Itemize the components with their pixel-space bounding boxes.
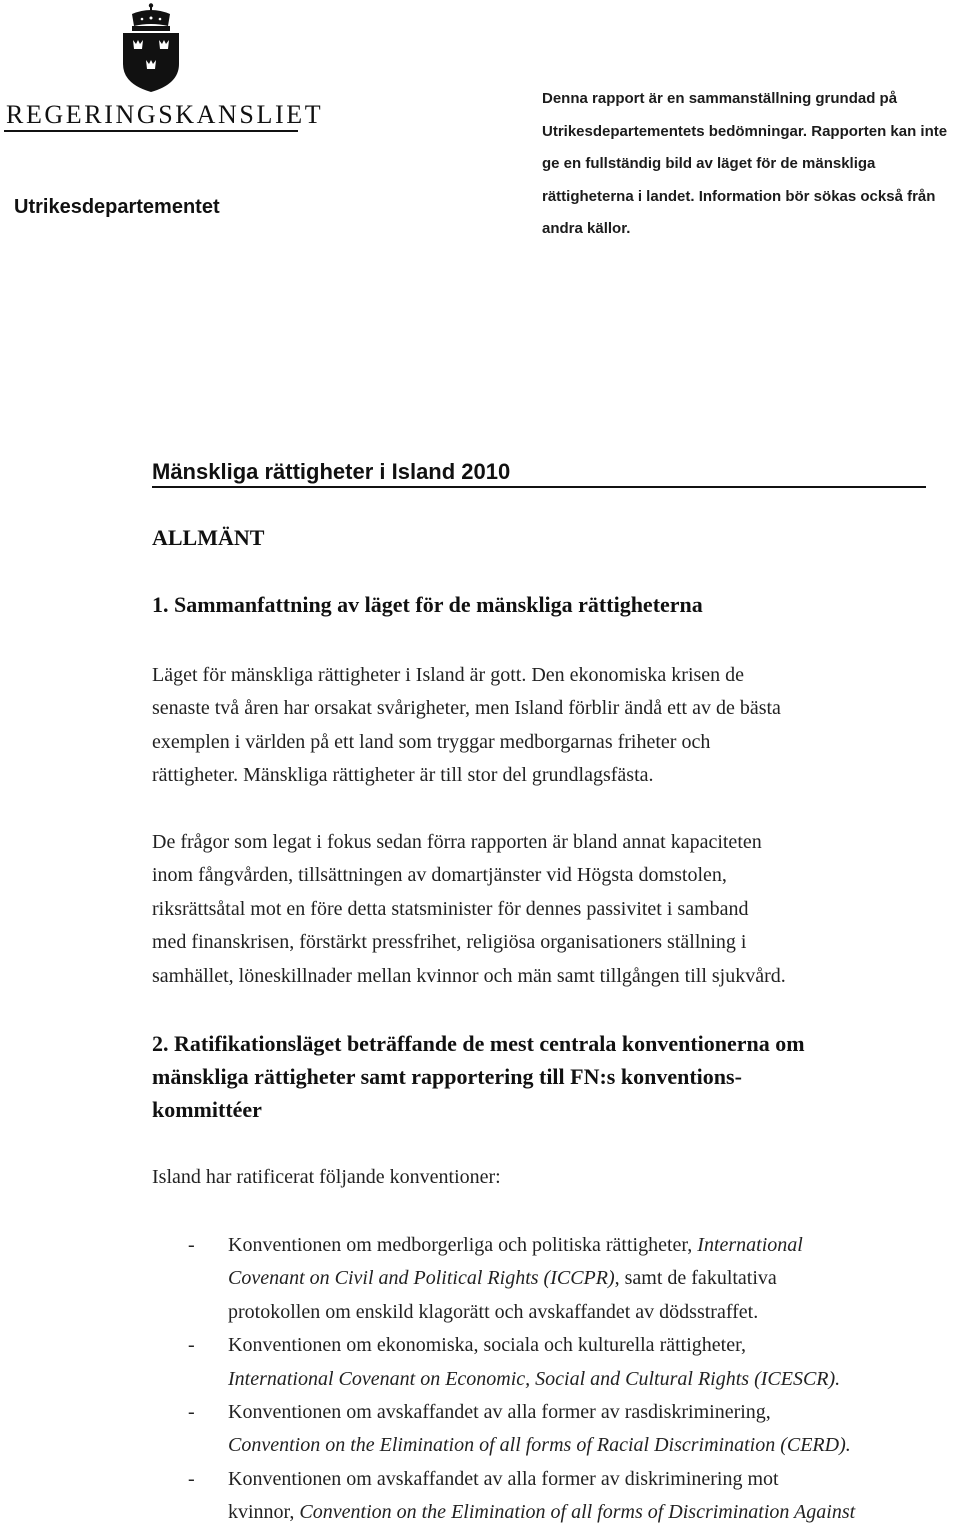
list-item bbox=[188, 1329, 855, 1396]
summary-paragraph bbox=[152, 659, 781, 793]
ratification-intro bbox=[152, 1161, 501, 1194]
convention-list bbox=[188, 1229, 855, 1530]
heading-line: mänskliga rättigheter samt rapportering till FN:s konventions- bbox=[152, 1064, 742, 1089]
heading-summary: 1. Sammanfattning av läget för de mänskliga rättigheterna bbox=[152, 592, 703, 617]
paragraph-line: riksrättsåtal mot en före detta statsminister för dennes passivitet i samband bbox=[152, 897, 749, 920]
list-dash: - bbox=[188, 1334, 195, 1357]
logo-wordmark: REGERINGSKANSLIET bbox=[6, 100, 324, 129]
paragraph-line: med finanskrisen, förstärkt pressfrihet, religiösa organisationers ställning i bbox=[152, 931, 747, 954]
convention-title: Convention on the Elimination of all forms of Racial Discrimination (CERD). bbox=[228, 1434, 851, 1457]
convention-text: Konventionen om medborgerliga och politiska rättigheter, bbox=[228, 1234, 693, 1256]
heading-line: kommittéer bbox=[152, 1097, 262, 1122]
disclaimer-line: ge en fullständig bild av läget för de mänskliga bbox=[542, 155, 876, 172]
convention-title: Convention on the Elimination of all forms of Discrimination Against bbox=[299, 1501, 856, 1524]
government-crest-icon bbox=[118, 2, 184, 94]
list-dash: - bbox=[188, 1401, 195, 1424]
list-item bbox=[188, 1396, 855, 1463]
paragraph-line: De frågor som legat i fokus sedan förra rapporten är bland annat kapaciteten bbox=[152, 831, 762, 853]
paragraph-line: inom fångvården, tillsättningen av domartjänster vid Högsta domstolen, bbox=[152, 864, 727, 887]
convention-title: International bbox=[697, 1234, 803, 1256]
paragraph-line: senaste två åren har orsakat svårigheter, men Island förblir ändå ett av de bästa bbox=[152, 697, 781, 720]
convention-text: protokollen om enskild klagorätt och avskaffandet av dödsstraffet. bbox=[228, 1300, 759, 1323]
paragraph-line: samhället, löneskillnader mellan kvinnor och män samt tillgången till sjukvård. bbox=[152, 964, 786, 987]
list-dash: - bbox=[188, 1234, 195, 1256]
convention-text: kvinnor, bbox=[228, 1501, 300, 1524]
list-item bbox=[188, 1229, 855, 1329]
convention-text: Konventionen om avskaffandet av alla former av diskriminering mot bbox=[228, 1467, 779, 1490]
disclaimer-line: andra källor. bbox=[542, 220, 631, 237]
list-item bbox=[188, 1463, 855, 1530]
convention-text: , samt de fakultativa bbox=[614, 1267, 777, 1290]
logo-divider bbox=[4, 130, 298, 132]
department-name: Utrikesdepartementet bbox=[14, 196, 220, 218]
title-divider bbox=[152, 486, 926, 488]
disclaimer-line: Utrikesdepartementets bedömningar. Rapporten kan inte bbox=[542, 122, 948, 140]
section-heading: ALLMÄNT bbox=[152, 525, 265, 550]
convention-text: Konventionen om ekonomiska, sociala och kulturella rättigheter, bbox=[228, 1334, 746, 1357]
paragraph-line: Läget för mänskliga rättigheter i Island är gott. Den ekonomiska krisen de bbox=[152, 664, 745, 686]
disclaimer-text bbox=[542, 83, 952, 246]
disclaimer-line: rättigheterna i landet. Information bör sökas också från bbox=[542, 187, 936, 205]
convention-title: Covenant on Civil and Political Rights (ICCPR) bbox=[228, 1267, 615, 1290]
disclaimer-line: Denna rapport är en sammanställning grundad på bbox=[542, 90, 898, 107]
focus-paragraph bbox=[152, 826, 786, 993]
paragraph-line: Island har ratificerat följande konventioner: bbox=[152, 1166, 501, 1188]
convention-text: Konventionen om avskaffandet av alla former av rasdiskriminering, bbox=[228, 1401, 771, 1424]
heading-ratification bbox=[152, 1027, 805, 1126]
convention-title: International Covenant on Economic, Social and Cultural Rights (ICESCR). bbox=[228, 1367, 841, 1390]
paragraph-line: exemplen i världen på ett land som tryggar medborgarnas friheter och bbox=[152, 730, 711, 753]
report-title: Mänskliga rättigheter i Island 2010 bbox=[152, 459, 511, 484]
list-dash: - bbox=[188, 1467, 195, 1490]
heading-line: 2. Ratifikationsläget beträffande de mest centrala konventionerna om bbox=[152, 1031, 805, 1056]
paragraph-line: rättigheter. Mänskliga rättigheter är till stor del grundlagsfästa. bbox=[152, 764, 654, 787]
